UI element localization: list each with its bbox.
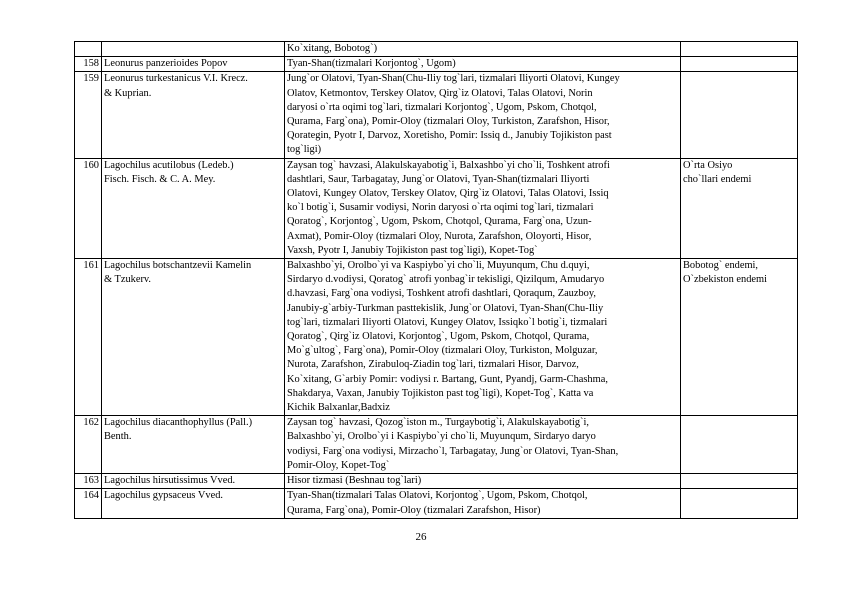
distribution-text-line: dashtlari, Saur, Tarbagatay, Jung`or Olatovi, Tyan-Shan(tizmalari Iliyorti bbox=[287, 173, 590, 185]
table-row bbox=[75, 474, 798, 489]
distribution-text-line: Vaxsh, Pyotr I, Janubiy Tojikiston past tog`ligi), Kopet-Tog` bbox=[287, 244, 538, 256]
endemic-note-line: O`rta Osiyo bbox=[683, 159, 733, 171]
distribution-text-line: Tyan-Shan(tizmalari Korjontog`, Ugom) bbox=[287, 58, 456, 70]
endemic-note-cell bbox=[681, 259, 798, 416]
distribution-text-line: ko`l botig`i, Susamir vodiysi, Norin daryosi o`rta oqimi tog`lari, tizmalari bbox=[287, 202, 594, 214]
table-row bbox=[75, 72, 798, 158]
row-number: 159 bbox=[75, 72, 102, 158]
endemic-note-cell bbox=[681, 42, 798, 57]
distribution-text-cell bbox=[285, 489, 681, 518]
table-row bbox=[75, 259, 798, 416]
row-number: 161 bbox=[75, 259, 102, 416]
endemic-note-line: Bobotog` endemi, bbox=[683, 260, 759, 272]
species-name-line: Benth. bbox=[104, 431, 132, 443]
row-number: 158 bbox=[75, 57, 102, 72]
species-name-line: Lagochilus hirsutissimus Vved. bbox=[104, 475, 236, 487]
species-name-line: Lagochilus gypsaceus Vved. bbox=[104, 490, 223, 502]
table-row bbox=[75, 57, 798, 72]
endemic-note-cell bbox=[681, 416, 798, 474]
distribution-text-line: Olatov, Ketmontov, Terskey Olatov, Qirg`iz Olatovi, Talas Olatovi, Norin bbox=[287, 87, 593, 99]
species-name-cell bbox=[102, 416, 285, 474]
species-name-line: Lagochilus diacanthophyllus (Pall.) bbox=[104, 417, 253, 429]
species-table-body bbox=[75, 42, 798, 519]
distribution-text-line: Nurota, Zarafshon, Zirabuloq-Ziadin tog`lari, tizmalari Hisor, Darvoz, bbox=[287, 359, 579, 371]
species-name-line: Lagochilus acutilobus (Ledeb.) bbox=[104, 159, 234, 171]
distribution-text-line: Ko`xitang, G`arbiy Pomir: vodiysi r. Bartang, Gunt, Pyandj, Garm-Chashma, bbox=[287, 373, 608, 385]
endemic-note-line: O`zbekiston endemi bbox=[683, 274, 767, 286]
distribution-text-line: Qoratog`, Qirg`iz Olatovi, Korjontog`, Ugom, Pskom, Chotqol, Qurama, bbox=[287, 331, 590, 343]
table-row bbox=[75, 489, 798, 518]
distribution-text-cell bbox=[285, 416, 681, 474]
species-name-cell bbox=[102, 72, 285, 158]
distribution-text-cell bbox=[285, 259, 681, 416]
species-name-cell bbox=[102, 42, 285, 57]
distribution-text-line: vodiysi, Farg`ona vodiysi, Mirzacho`l, Tarbagatay, Jung`or Olatovi, Tyan-Shan, bbox=[287, 445, 619, 457]
distribution-text-line: Qurama, Farg`ona), Pomir-Oloy (tizmalari Zarafshon, Hisor) bbox=[287, 504, 541, 516]
row-number: 163 bbox=[75, 474, 102, 489]
species-name-line: Fisch. Fisch. & C. A. Mey. bbox=[104, 173, 216, 185]
distribution-text-line: Jung`or Olatovi, Tyan-Shan(Chu-Iliy tog`lari, tizmalari Iliyorti Olatovi, Kungey bbox=[287, 73, 620, 85]
distribution-text-line: Pomir-Oloy, Kopet-Tog` bbox=[287, 459, 390, 471]
species-name-line: & Kuprian. bbox=[104, 87, 152, 99]
distribution-text-line: Zaysan tog` havzasi, Qozog`iston m., Turgaybotig`i, Alakulskayabotig`i, bbox=[287, 417, 589, 429]
row-number: 162 bbox=[75, 416, 102, 474]
distribution-text-line: Balxashbo`yi, Orolbo`yi i Kaspiybo`yi cho`li, Muyunqum, Sirdaryo daryo bbox=[287, 431, 596, 443]
species-name-line: & Tzukerv. bbox=[104, 274, 152, 286]
page-number: 26 bbox=[415, 531, 427, 543]
distribution-text-line: Zaysan tog` havzasi, Alakulskayabotig`i, Balxashbo`yi cho`li, Toshkent atrofi bbox=[287, 159, 610, 171]
distribution-text-cell bbox=[285, 72, 681, 158]
species-table bbox=[74, 41, 798, 519]
row-number bbox=[75, 42, 102, 57]
distribution-text-line: Sirdaryo d.vodiysi, Qoratog` atrofi yonbag`ir tekisligi, Qizilqum, Amudaryo bbox=[287, 274, 605, 286]
distribution-text-line: Axmat), Pomir-Oloy (tizmalari Oloy, Nurota, Zarafshon, Oloyorti, Hisor, bbox=[287, 230, 592, 242]
distribution-text-line: Qurama, Farg`ona), Pomir-Oloy (tizmalari Oloy, Turkiston, Zarafshon, Hisor, bbox=[287, 116, 610, 128]
species-name-line: Leonurus panzerioides Popov bbox=[104, 58, 228, 70]
table-row bbox=[75, 158, 798, 258]
endemic-note-cell bbox=[681, 72, 798, 158]
distribution-text-line: tog`lari, tizmalari Iliyorti Olatovi, Kungey Olatov, Issiqko`l botig`i, tizmalari bbox=[287, 316, 608, 328]
table-row bbox=[75, 416, 798, 474]
species-name-cell bbox=[102, 474, 285, 489]
species-name-cell bbox=[102, 158, 285, 258]
endemic-note-line: cho`llari endemi bbox=[683, 173, 752, 185]
distribution-text-line: Kichik Balxanlar,Badxiz bbox=[287, 402, 390, 414]
distribution-text-line: Qorategin, Pyotr I, Darvoz, Xoretisho, Pomir: Issiq d., Janubiy Tojikiston past bbox=[287, 130, 612, 142]
distribution-text-cell bbox=[285, 158, 681, 258]
distribution-text-line: Shakdarya, Vaxan, Janubiy Tojikiston past tog`ligi), Kopet-Tog`, Katta va bbox=[287, 387, 594, 399]
distribution-text-line: Hisor tizmasi (Beshnau tog`lari) bbox=[287, 475, 422, 487]
distribution-text-line: Mo`g`ultog`, Farg`ona), Pomir-Oloy (tizmalari Oloy, Turkiston, Molguzar, bbox=[287, 345, 598, 357]
distribution-text-cell bbox=[285, 474, 681, 489]
species-name-cell bbox=[102, 259, 285, 416]
row-number: 164 bbox=[75, 489, 102, 518]
species-name-cell bbox=[102, 57, 285, 72]
distribution-text-line: d.havzasi, Farg`ona vodiysi, Toshkent atrofi dashtlari, Qoraqum, Zauzboy, bbox=[287, 288, 596, 300]
distribution-text-line: Ko`xitang, Bobotog`) bbox=[287, 43, 378, 54]
distribution-text-line: Janubiy-g`arbiy-Turkman pasttekislik, Jung`or Olatovi, Tyan-Shan(Chu-Iliy bbox=[287, 302, 604, 314]
distribution-text-line: Olatovi, Kungey Olatov, Terskey Olatov, Qirg`iz Olatovi, Talas Olatovi, Issiq bbox=[287, 188, 609, 200]
distribution-text-cell bbox=[285, 42, 681, 57]
species-name-line: Leonurus turkestanicus V.I. Krecz. bbox=[104, 73, 248, 85]
species-name-cell bbox=[102, 489, 285, 518]
species-name-line: Lagochilus botschantzevii Kamelin bbox=[104, 260, 252, 272]
distribution-text-cell bbox=[285, 57, 681, 72]
distribution-text-line: Qoratog`, Korjontog`, Ugom, Pskom, Chotqol, Qurama, Farg`ona, Uzun- bbox=[287, 216, 592, 228]
row-number: 160 bbox=[75, 158, 102, 258]
endemic-note-cell bbox=[681, 158, 798, 258]
endemic-note-cell bbox=[681, 474, 798, 489]
endemic-note-cell bbox=[681, 489, 798, 518]
table-row bbox=[75, 42, 798, 57]
endemic-note-cell bbox=[681, 57, 798, 72]
distribution-text-line: daryosi o`rta oqimi tog`lari, tizmalari Korjontog`, Ugom, Pskom, Chotqol, bbox=[287, 101, 597, 113]
distribution-text-line: Tyan-Shan(tizmalari Talas Olatovi, Korjontog`, Ugom, Pskom, Chotqol, bbox=[287, 490, 588, 502]
distribution-text-line: tog`ligi) bbox=[287, 144, 322, 156]
distribution-text-line: Balxashbo`yi, Orolbo`yi va Kaspiybo`yi cho`li, Muyunqum, Chu d.quyi, bbox=[287, 260, 590, 272]
